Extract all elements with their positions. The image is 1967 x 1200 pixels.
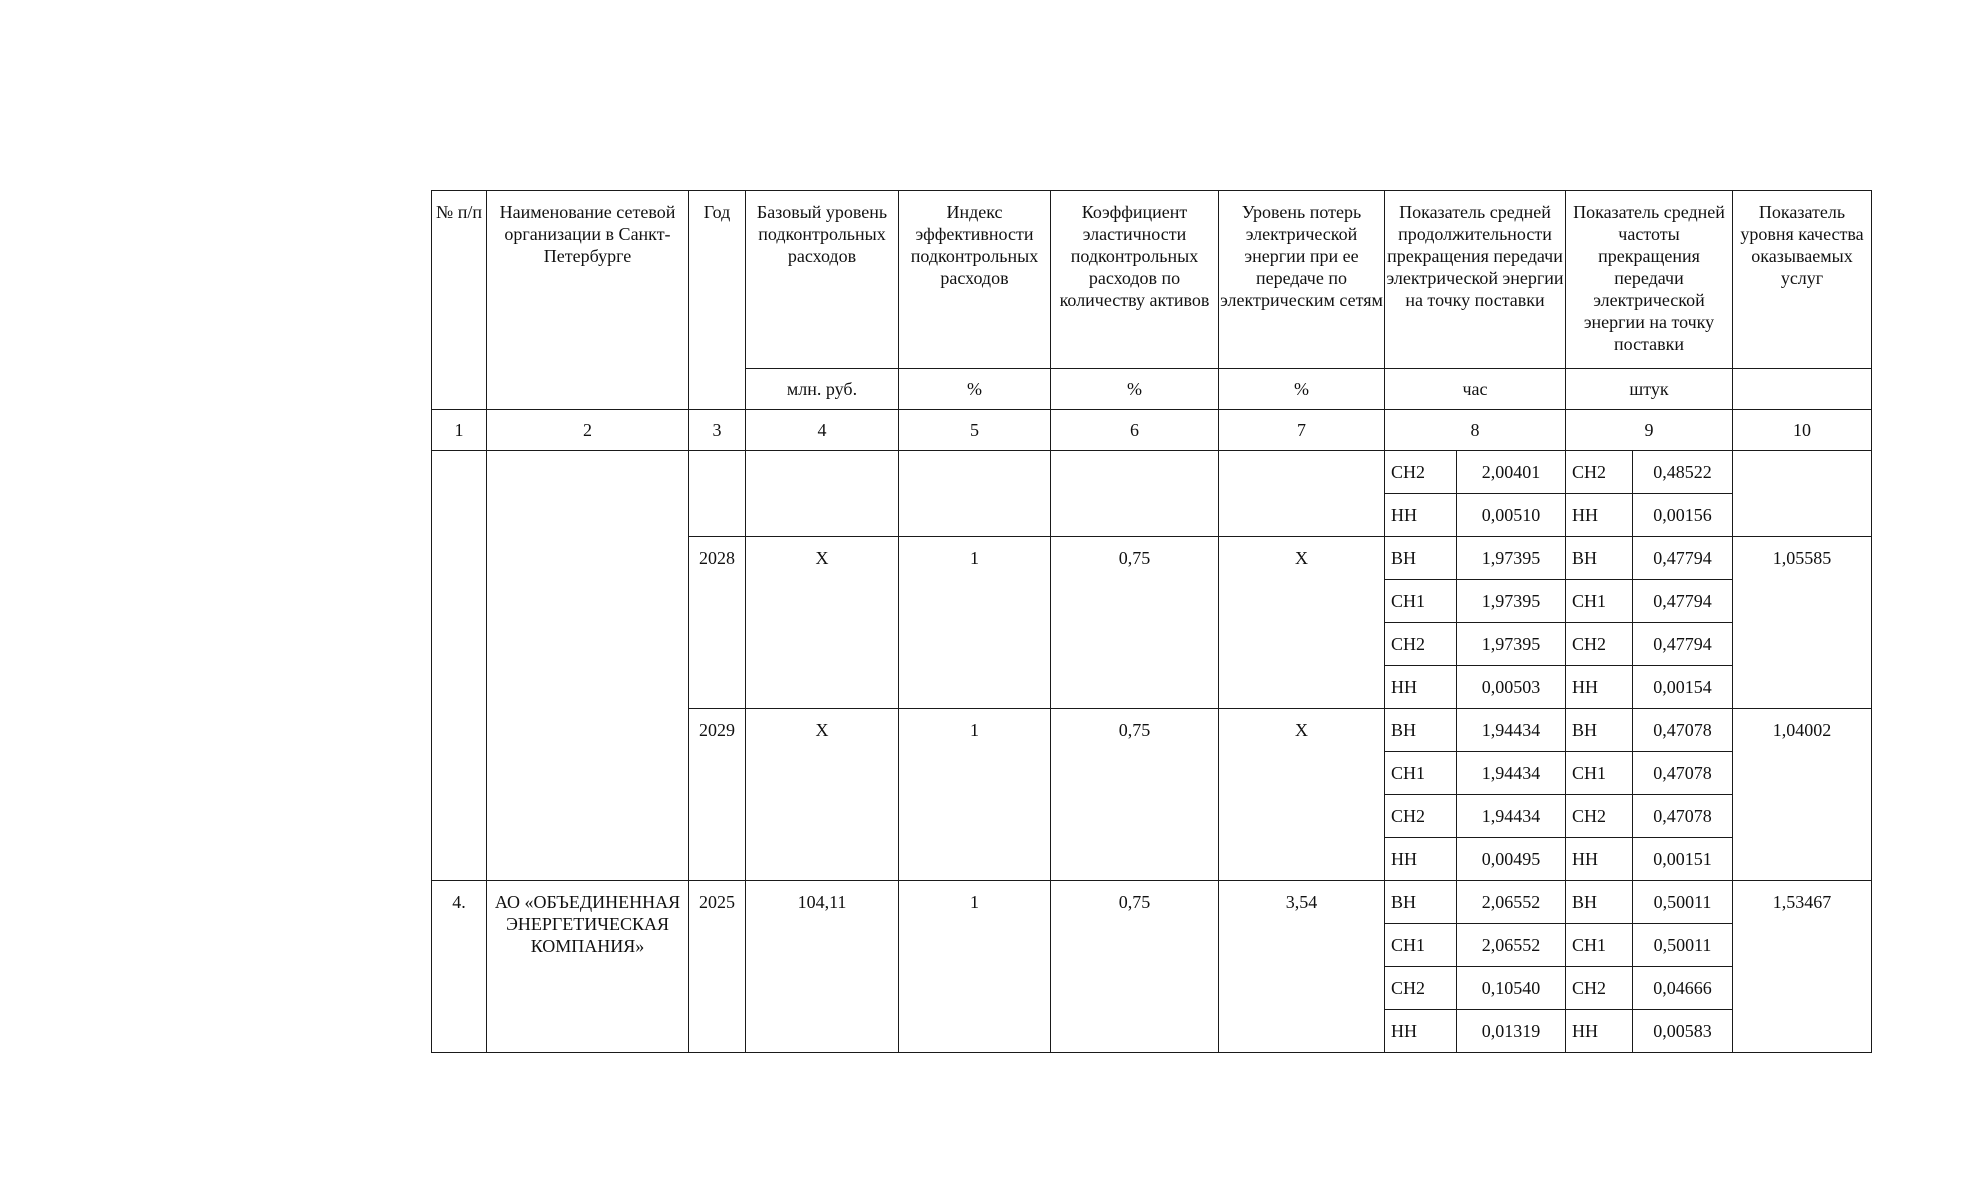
voltage-code: ВН: [1385, 709, 1457, 752]
duration-value: 0,00510: [1457, 494, 1566, 537]
frequency-value: 0,48522: [1633, 451, 1733, 494]
frequency-value: 0,00151: [1633, 838, 1733, 881]
organization-cell: АО «ОБЪЕДИНЕННАЯ ЭНЕРГЕТИЧЕСКАЯ КОМПАНИЯ»: [487, 881, 689, 1053]
base-level-cell: X: [746, 709, 899, 881]
column-number: 2: [487, 410, 689, 451]
column-number: 6: [1051, 410, 1219, 451]
frequency-value: 0,00583: [1633, 1010, 1733, 1053]
voltage-code: ВН: [1566, 537, 1633, 580]
base-level-cell: [746, 451, 899, 537]
voltage-code: СН2: [1385, 967, 1457, 1010]
elasticity-cell: 0,75: [1051, 709, 1219, 881]
voltage-code: СН1: [1385, 752, 1457, 795]
quality-cell: 1,04002: [1733, 709, 1872, 881]
voltage-code: ВН: [1385, 537, 1457, 580]
voltage-code: НН: [1566, 838, 1633, 881]
frequency-value: 0,47794: [1633, 623, 1733, 666]
frequency-value: 0,50011: [1633, 881, 1733, 924]
frequency-value: 0,47078: [1633, 752, 1733, 795]
unit-duration: час: [1385, 369, 1566, 410]
duration-value: 2,06552: [1457, 881, 1566, 924]
header-organization-name: Наименование сетевой организации в Санкт-Петербурге: [487, 191, 689, 410]
regulation-parameters-table: [431, 190, 1872, 1053]
frequency-value: 0,00156: [1633, 494, 1733, 537]
voltage-code: СН2: [1385, 623, 1457, 666]
base-level-cell: 104,11: [746, 881, 899, 1053]
column-number: 3: [689, 410, 746, 451]
voltage-code: СН1: [1566, 580, 1633, 623]
quality-cell: 1,53467: [1733, 881, 1872, 1053]
voltage-code: НН: [1566, 1010, 1633, 1053]
voltage-code: ВН: [1566, 709, 1633, 752]
voltage-code: НН: [1566, 494, 1633, 537]
frequency-value: 0,47078: [1633, 709, 1733, 752]
unit-quality: [1733, 369, 1872, 410]
column-number: 7: [1219, 410, 1385, 451]
frequency-value: 0,00154: [1633, 666, 1733, 709]
header-number: № п/п: [432, 191, 487, 410]
header-frequency: Показатель средней частоты прекращения передачи электрической энергии на точку поставки: [1566, 191, 1733, 369]
number-cell: 4.: [432, 881, 487, 1053]
duration-value: 1,94434: [1457, 795, 1566, 838]
voltage-code: ВН: [1566, 881, 1633, 924]
losses-cell: X: [1219, 709, 1385, 881]
voltage-code: НН: [1385, 494, 1457, 537]
tariff-table-page: [431, 190, 1871, 1066]
column-number: 5: [899, 410, 1051, 451]
duration-value: 1,97395: [1457, 623, 1566, 666]
frequency-value: 0,50011: [1633, 924, 1733, 967]
unit-elasticity: %: [1051, 369, 1219, 410]
index-cell: [899, 451, 1051, 537]
column-number: 9: [1566, 410, 1733, 451]
year-cell: 2028: [689, 537, 746, 709]
unit-frequency: штук: [1566, 369, 1733, 410]
voltage-code: СН1: [1385, 580, 1457, 623]
duration-value: 2,00401: [1457, 451, 1566, 494]
duration-value: 2,06552: [1457, 924, 1566, 967]
duration-value: 0,00503: [1457, 666, 1566, 709]
year-cell: 2029: [689, 709, 746, 881]
voltage-code: СН1: [1566, 924, 1633, 967]
losses-cell: 3,54: [1219, 881, 1385, 1053]
quality-cell: [1733, 451, 1872, 537]
column-number: 4: [746, 410, 899, 451]
header-losses: Уровень потерь электрической энергии при ее передаче по электрическим сетям: [1219, 191, 1385, 369]
voltage-code: СН2: [1385, 451, 1457, 494]
year-cell: 2025: [689, 881, 746, 1053]
losses-cell: X: [1219, 537, 1385, 709]
organization-cell: [487, 451, 689, 881]
duration-value: 0,10540: [1457, 967, 1566, 1010]
unit-losses: %: [1219, 369, 1385, 410]
header-efficiency-index: Индекс эффективности подконтрольных расходов: [899, 191, 1051, 369]
voltage-code: НН: [1385, 666, 1457, 709]
header-quality: Показатель уровня качества оказываемых услуг: [1733, 191, 1872, 369]
duration-value: 1,97395: [1457, 537, 1566, 580]
duration-value: 1,94434: [1457, 752, 1566, 795]
elasticity-cell: [1051, 451, 1219, 537]
losses-cell: [1219, 451, 1385, 537]
header-duration: Показатель средней продолжительности прекращения передачи электрической энергии на точку поставки: [1385, 191, 1566, 369]
frequency-value: 0,47794: [1633, 580, 1733, 623]
duration-value: 0,00495: [1457, 838, 1566, 881]
table-row: [432, 451, 1872, 494]
column-number: 8: [1385, 410, 1566, 451]
column-number: 1: [432, 410, 487, 451]
base-level-cell: X: [746, 537, 899, 709]
duration-value: 0,01319: [1457, 1010, 1566, 1053]
voltage-code: СН2: [1566, 795, 1633, 838]
voltage-code: НН: [1385, 1010, 1457, 1053]
voltage-code: СН1: [1385, 924, 1457, 967]
voltage-code: СН2: [1566, 623, 1633, 666]
frequency-value: 0,04666: [1633, 967, 1733, 1010]
number-cell: [432, 451, 487, 881]
table-row: [432, 881, 1872, 924]
index-cell: 1: [899, 709, 1051, 881]
elasticity-cell: 0,75: [1051, 537, 1219, 709]
index-cell: 1: [899, 881, 1051, 1053]
unit-efficiency-index: %: [899, 369, 1051, 410]
unit-base-level: млн. руб.: [746, 369, 899, 410]
year-cell: [689, 451, 746, 537]
voltage-code: СН2: [1385, 795, 1457, 838]
duration-value: 1,94434: [1457, 709, 1566, 752]
column-number: 10: [1733, 410, 1872, 451]
duration-value: 1,97395: [1457, 580, 1566, 623]
frequency-value: 0,47078: [1633, 795, 1733, 838]
frequency-value: 0,47794: [1633, 537, 1733, 580]
voltage-code: НН: [1385, 838, 1457, 881]
voltage-code: НН: [1566, 666, 1633, 709]
voltage-code: СН2: [1566, 967, 1633, 1010]
elasticity-cell: 0,75: [1051, 881, 1219, 1053]
header-elasticity: Коэффициент эластичности подконтрольных расходов по количеству активов: [1051, 191, 1219, 369]
index-cell: 1: [899, 537, 1051, 709]
voltage-code: ВН: [1385, 881, 1457, 924]
header-base-level: Базовый уровень подконтрольных расходов: [746, 191, 899, 369]
quality-cell: 1,05585: [1733, 537, 1872, 709]
header-year: Год: [689, 191, 746, 410]
voltage-code: СН2: [1566, 451, 1633, 494]
voltage-code: СН1: [1566, 752, 1633, 795]
